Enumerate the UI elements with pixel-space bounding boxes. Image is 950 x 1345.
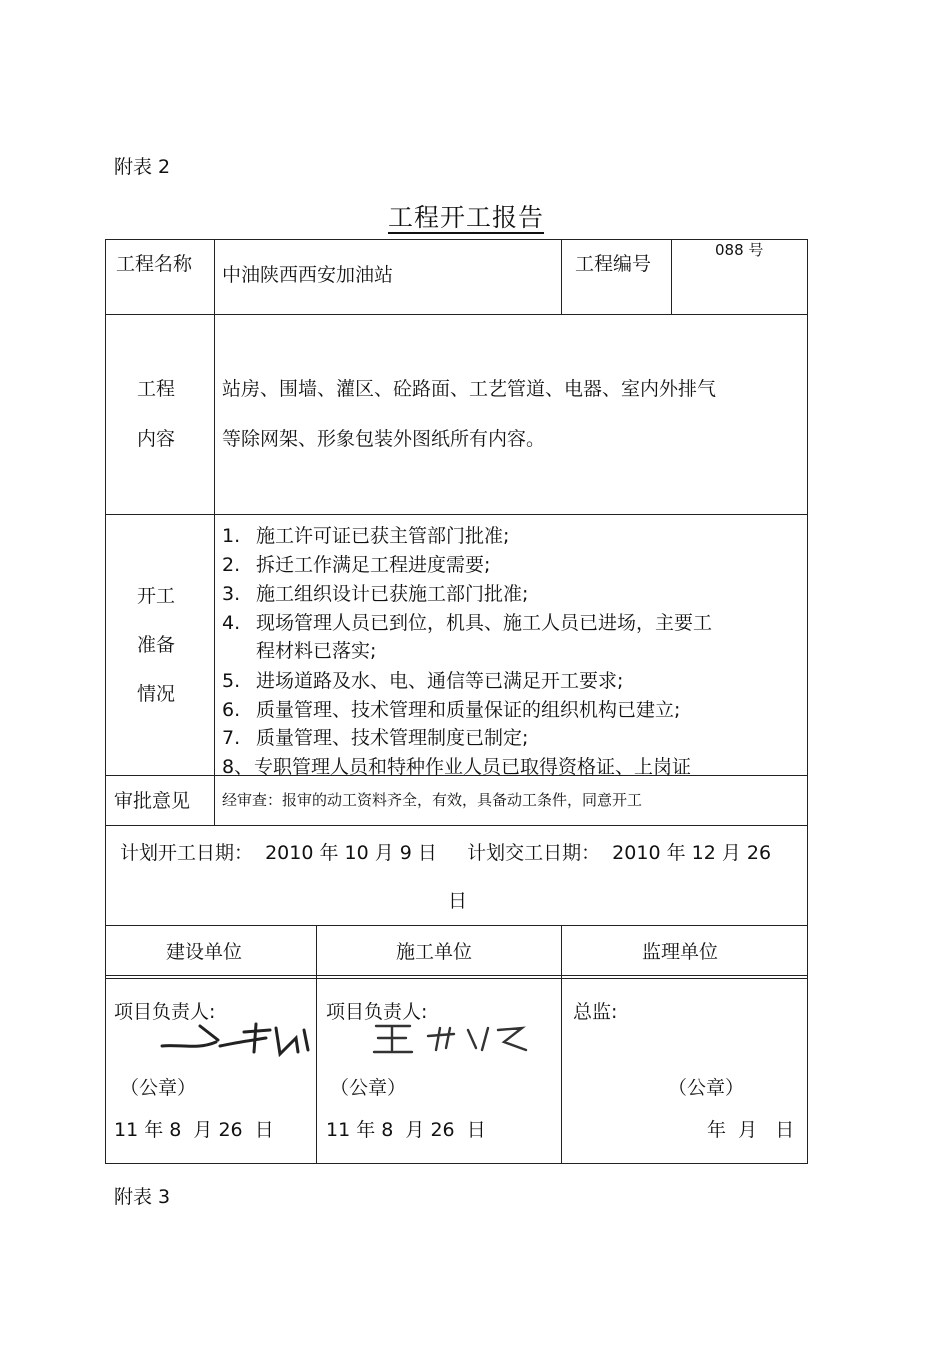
content-label-2: 内容 xyxy=(137,428,176,450)
list-item: 1. 施工许可证已获主管部门批准; xyxy=(222,525,510,547)
project-name-label: 工程名称 xyxy=(116,253,193,275)
project-name-value: 中油陕西西安加油站 xyxy=(222,264,394,286)
appendix-header: 附表 2 xyxy=(114,156,171,178)
build-responsible: 项目负责人: xyxy=(114,1001,216,1023)
supervise-seal: （公章） xyxy=(668,1077,745,1099)
list-item: 程材料已落实; xyxy=(256,640,377,662)
project-number-label: 工程编号 xyxy=(575,253,652,275)
construct-date: 11 年 8 月 26 日 xyxy=(326,1119,486,1141)
dates-line-1: 计划开工日期： 2010 年 10 月 9 日 计划交工日期： 2010 年 12 月 26 xyxy=(120,842,772,864)
supervise-date: 年 月 日 xyxy=(707,1119,795,1141)
list-item: 3. 施工组织设计已获施工部门批准; xyxy=(222,583,529,605)
approval-text: 经审查：报审的动工资料齐全，有效，具备动工条件，同意开工 xyxy=(222,791,643,809)
dates-line-2: 日 xyxy=(448,890,468,912)
supervise-responsible: 总监: xyxy=(573,1001,618,1023)
construct-signature-image xyxy=(370,1020,535,1058)
content-line-2: 等除网架、形象包装外图纸所有内容。 xyxy=(222,428,546,450)
document-title: 工程开工报告 xyxy=(388,203,545,232)
list-item: 5. 进场道路及水、电、通信等已满足开工要求; xyxy=(222,670,624,692)
list-item: 6. 质量管理、技术管理和质量保证的组织机构已建立; xyxy=(222,699,681,721)
unit-construct: 施工单位 xyxy=(396,941,473,963)
content-line-1: 站房、围墙、灌区、砼路面、工艺管道、电器、室内外排气 xyxy=(222,378,717,400)
content-label-1: 工程 xyxy=(137,378,176,400)
build-signature-image xyxy=(158,1016,318,1060)
list-item: 7. 质量管理、技术管理制度已制定; xyxy=(222,727,529,749)
prep-label-3: 情况 xyxy=(137,683,176,705)
build-date: 11 年 8 月 26 日 xyxy=(114,1119,274,1141)
construct-seal: （公章） xyxy=(330,1077,407,1099)
unit-build: 建设单位 xyxy=(166,941,243,963)
project-number-value: 088 号 xyxy=(715,241,764,259)
list-item: 4. 现场管理人员已到位，机具、施工人员已进场，主要工 xyxy=(222,612,713,634)
prep-label-1: 开工 xyxy=(137,585,176,607)
build-seal: （公章） xyxy=(120,1077,197,1099)
unit-supervise: 监理单位 xyxy=(642,941,719,963)
list-item: 2. 拆迁工作满足工程进度需要; xyxy=(222,554,491,576)
prep-label-2: 准备 xyxy=(137,634,176,656)
approval-label: 审批意见 xyxy=(114,790,191,812)
list-item: 8、专职管理人员和特种作业人员已取得资格证、上岗证 xyxy=(222,756,692,778)
appendix-footer: 附表 3 xyxy=(114,1186,171,1208)
construct-responsible: 项目负责人: xyxy=(326,1001,428,1023)
